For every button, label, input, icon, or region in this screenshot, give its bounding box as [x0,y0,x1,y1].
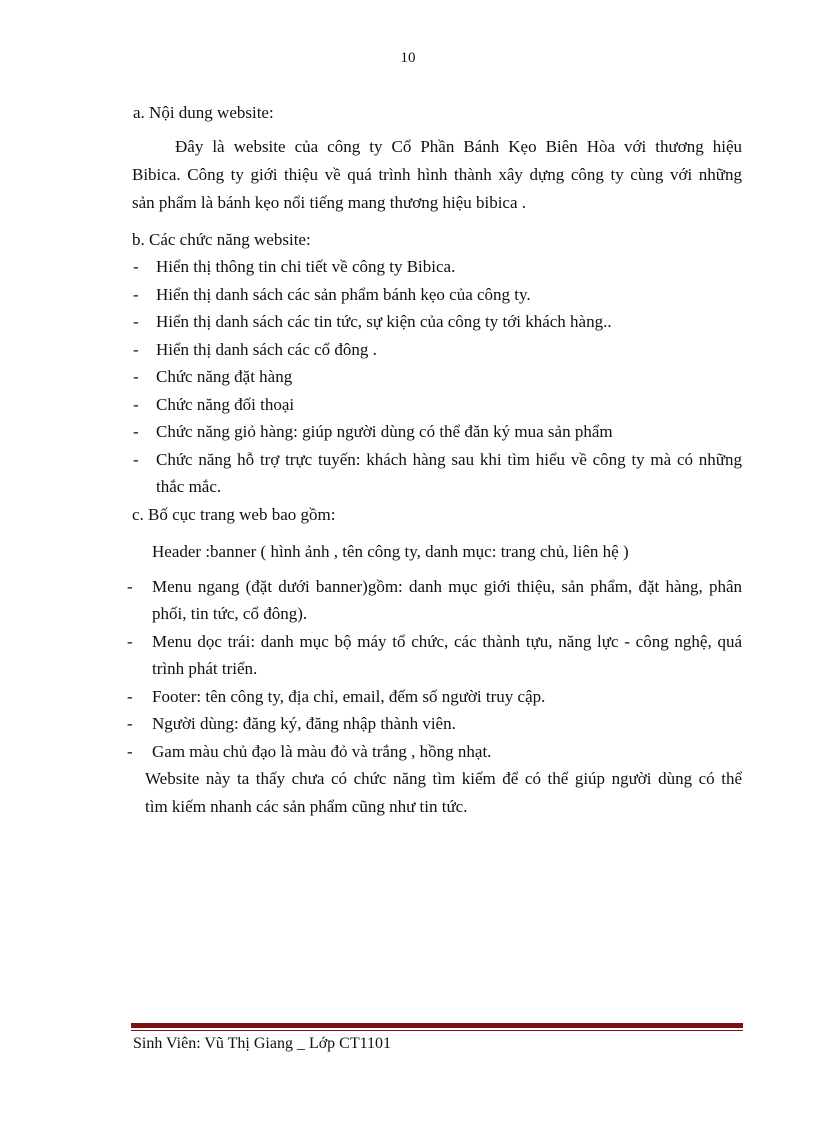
section-a-para-line: sản phẩm là bánh kẹo nổi tiếng mang thương hiệu bibica . [132,193,527,212]
closing-line: tìm kiếm nhanh các sản phẩm cũng như tin tức. [145,797,468,816]
bullet-dash: - [133,340,139,359]
list-item: Hiển thị danh sách các sản phẩm bánh kẹo của công ty. [156,285,531,304]
list-item-continuation: trình phát triển. [152,659,258,678]
bullet-dash: - [133,285,139,304]
section-c-heading: c. Bố cục trang web bao gồm: [132,505,336,524]
bullet-dash: - [133,422,139,441]
bullet-dash: - [133,367,139,386]
bullet-dash: - [133,450,139,469]
list-item-continuation: thắc mắc. [156,477,222,496]
bullet-dash: - [127,577,133,596]
bullet-dash: - [127,632,133,651]
section-b-heading: b. Các chức năng website: [132,230,311,249]
bullet-dash: - [133,312,139,331]
list-item: Menu dọc trái: danh mục bộ máy tổ chức, các thành tựu, năng lực - công nghệ, quá [152,632,742,651]
header-description: Header :banner ( hình ảnh , tên công ty, danh mục: trang chủ, liên hệ ) [152,542,629,561]
footer-rule [131,1023,743,1028]
list-item: Chức năng hỗ trợ trực tuyến: khách hàng sau khi tìm hiểu về công ty mà có những [156,450,742,469]
list-item: Hiển thị danh sách các tin tức, sự kiện của công ty tới khách hàng.. [156,312,612,331]
list-item: Chức năng giỏ hàng: giúp người dùng có thể đăn ký mua sản phẩm [156,422,613,441]
bullet-dash: - [127,742,133,761]
bullet-dash: - [133,257,139,276]
page-number: 10 [400,50,416,66]
section-a-heading: a. Nội dung website: [133,103,274,122]
list-item: Gam màu chủ đạo là màu đỏ và trắng , hồng nhạt. [152,742,492,761]
bullet-dash: - [127,687,133,706]
list-item: Người dùng: đăng ký, đăng nhập thành viên. [152,714,456,733]
footer-rule-thin [131,1030,743,1031]
bullet-dash: - [127,714,133,733]
list-item: Footer: tên công ty, địa chỉ, email, đếm số người truy cập. [152,687,546,706]
closing-line: Website này ta thấy chưa có chức năng tìm kiếm để có thể giúp người dùng có thể [145,769,742,788]
bullet-dash: - [133,395,139,414]
list-item-continuation: phối, tin tức, cổ đông). [152,604,308,623]
list-item: Chức năng đặt hàng [156,367,293,386]
list-item: Hiển thị thông tin chi tiết về công ty Bibica. [156,257,456,276]
list-item: Chức năng đối thoại [156,395,295,414]
footer-text: Sinh Viên: Vũ Thị Giang _ Lớp CT1101 [133,1035,392,1052]
section-a-para-line: Đây là website của công ty Cổ Phần Bánh Kẹo Biên Hòa với thương hiệu [175,137,742,156]
list-item: Menu ngang (đặt dưới banner)gồm: danh mục giới thiệu, sản phẩm, đặt hàng, phân [152,577,742,596]
list-item: Hiển thị danh sách các cổ đông . [156,340,377,359]
section-a-para-line: Bibica. Công ty giới thiệu về quá trình hình thành xây dựng công ty cùng với những [132,165,742,184]
